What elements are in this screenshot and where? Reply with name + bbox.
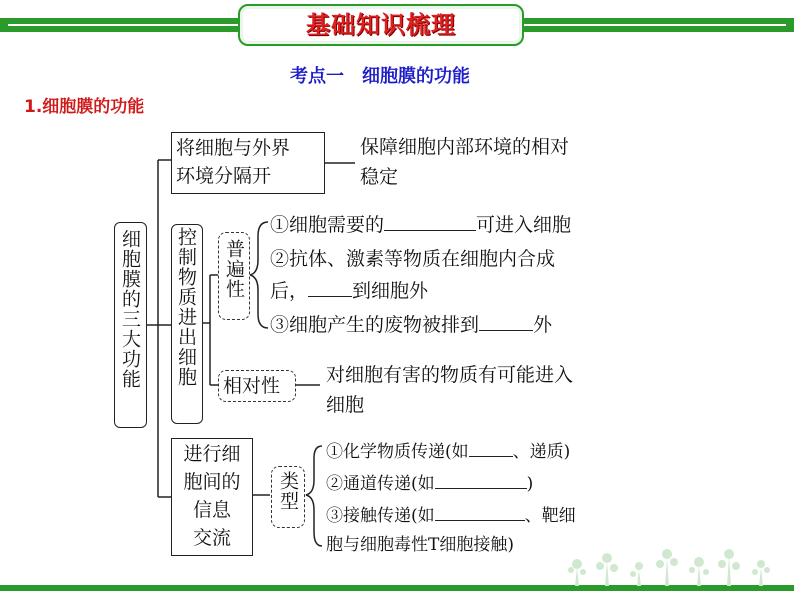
root-node: [114, 222, 147, 428]
branch-communication-label-4: 交流: [192, 527, 231, 549]
blank-5[interactable]: [435, 468, 527, 489]
blank-6[interactable]: [435, 500, 525, 521]
grass-decoration-icon: [565, 548, 785, 588]
branch-transport-label: 控制物质进出细胞: [175, 227, 197, 387]
subtitle: 考点一 细胞膜的功能: [290, 66, 470, 87]
blank-4[interactable]: [469, 436, 513, 457]
blank-1[interactable]: [384, 210, 476, 231]
root-label: 细胞膜的三大功能: [119, 229, 141, 389]
branch-isolate-desc-1: 保障细胞内部环境的相对: [360, 136, 570, 158]
relativity-desc-1: 对细胞有害的物质有可能进入: [326, 364, 574, 386]
universality-item-2: ②抗体、激素等物质在细胞内合成: [270, 248, 556, 270]
blank-2[interactable]: [308, 276, 352, 297]
blank-3[interactable]: [479, 310, 533, 331]
relativity-label: 相对性: [223, 375, 281, 397]
type-item-1: ①化学物质传递(如 、递质): [326, 436, 570, 467]
branch-communication-label-1: 进行细: [183, 443, 241, 465]
universality-item-3: ③细胞产生的废物被排到 外: [270, 310, 552, 340]
branch-isolate-label-1: 将细胞与外界: [176, 137, 291, 159]
type-label: 类型: [277, 471, 299, 511]
universality-item-2-cont: 后， 到细胞外: [270, 276, 428, 306]
universality-label: 普遍性: [223, 239, 245, 299]
relativity-node: [218, 370, 296, 402]
branch-isolate-label-2: 环境分隔开: [176, 165, 272, 187]
branch-transport-node: [171, 224, 203, 424]
type-node: [271, 466, 305, 528]
universality-item-1: ①细胞需要的 可进入细胞: [270, 210, 571, 240]
branch-communication-node: [171, 438, 253, 556]
branch-isolate-desc-2: 稳定: [360, 166, 399, 188]
type-item-3-cont: 胞与细胞毒性T细胞接触): [326, 535, 514, 555]
branch-communication-label-2: 胞间的: [183, 471, 241, 493]
page-title: 基础知识梳理: [306, 11, 456, 39]
type-item-3: ③接触传递(如 、靶细: [326, 500, 576, 531]
type-item-2: ②通道传递(如 ): [326, 468, 533, 499]
branch-communication-label-3: 信息: [192, 499, 231, 521]
universality-node: [218, 232, 250, 320]
branch-isolate-node: [171, 132, 325, 194]
relativity-desc-2: 细胞: [326, 394, 365, 416]
section-heading: 1.细胞膜的功能: [24, 97, 145, 117]
